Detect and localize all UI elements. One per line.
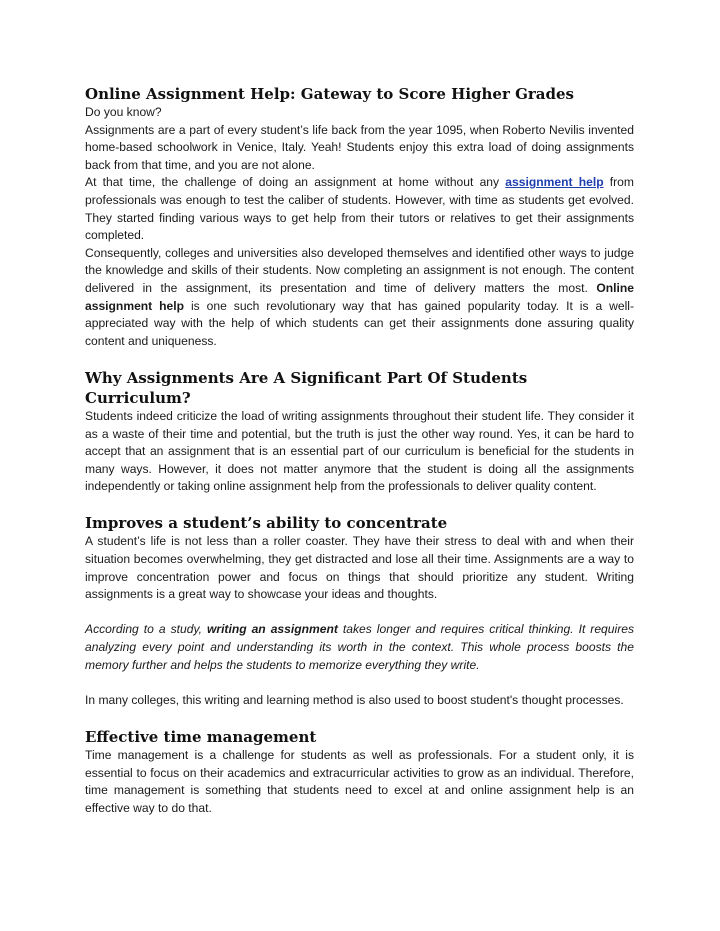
text-span: is one such revolutionary way that has gained popularity today. It is a well-appreciated way with the help of which students can get their assignments done assuring quality content and uniqueness. xyxy=(85,298,634,348)
paragraph-consequently xyxy=(85,245,634,351)
paragraph-do-you-know: Do you know? xyxy=(85,105,162,119)
heading-time-management: Effective time management xyxy=(85,728,317,746)
heading-concentrate: Improves a student’s ability to concentrate xyxy=(85,514,448,533)
heading-online-assignment-help: Online Assignment Help: Gateway to Score Higher Grades xyxy=(85,85,575,103)
paragraph-time-management: Time management is a challenge for students as well as professionals. For a student only, it is essential to focus on their academics and extracurricular activities to grow as an individual. Therefore, time management is something that students need to excel at and online assignment help is an effective way to do that. xyxy=(85,748,634,815)
paragraph-students-criticize: Students indeed criticize the load of writing assignments throughout their student life. They consider it as a waste of their time and potential, but the truth is just the other way round. Yes, it can be hard to accept that an assignment that is an essential part of our curriculum is beneficial for the students in many ways. However, it does not matter anymore that the student is doing all the assignments independently or taking online assignment help from the professionals to deliver quality content. xyxy=(85,408,634,494)
paragraph-colleges: In many colleges, this writing and learning method is also used to boost student's thought processes. xyxy=(85,692,624,707)
text-span: from professionals was enough to test the caliber of students. However, with time as students get evolved. They started finding various ways to get help from their tutors or relatives to get their assignments completed. xyxy=(85,175,634,243)
text-span: takes longer and requires critical thinking. It requires analyzing every point and understanding its worth in the context. This whole process boosts the memory further and helps the students to memorize everything they write. xyxy=(85,622,634,672)
bold-text: Online assignment help xyxy=(85,280,634,313)
paragraph-study-italic xyxy=(85,621,634,674)
text-span: According to a study, xyxy=(85,622,207,637)
paragraph-challenge xyxy=(85,174,634,244)
paragraph-history: Assignments are a part of every student’s life back from the year 1095, when Roberto Nevilis invented home-based schoolwork in Venice, Italy. Yeah! Students enjoy this extra load of doing assignments back from that time, and you are not alone. xyxy=(85,122,634,172)
assignment-help-link[interactable]: assignment help xyxy=(505,175,604,190)
heading-why-assignments: Why Assignments Are A Significant Part Of Students Curriculum? xyxy=(85,368,528,407)
text-span: Consequently, colleges and universities also developed themselves and identified other ways to judge the knowledge and skills of their students. Now completing an assignment is not enough. The content delivered in the assignment, its presentation and time of delivery matters the most. xyxy=(85,245,634,295)
text-span: At that time, the challenge of doing an assignment at home without any xyxy=(85,175,506,190)
bold-italic-text: writing an assignment xyxy=(206,622,338,637)
paragraph-roller-coaster: A student’s life is not less than a roller coaster. They have their stress to deal with and when their situation becomes overwhelming, they get distracted and lose all their time. Assignments are a way to improve concentration power and focus on things that should prioritize any student. Writing assignments is a great way to showcase your ideas and thoughts. xyxy=(85,534,634,602)
document-page xyxy=(85,84,634,817)
